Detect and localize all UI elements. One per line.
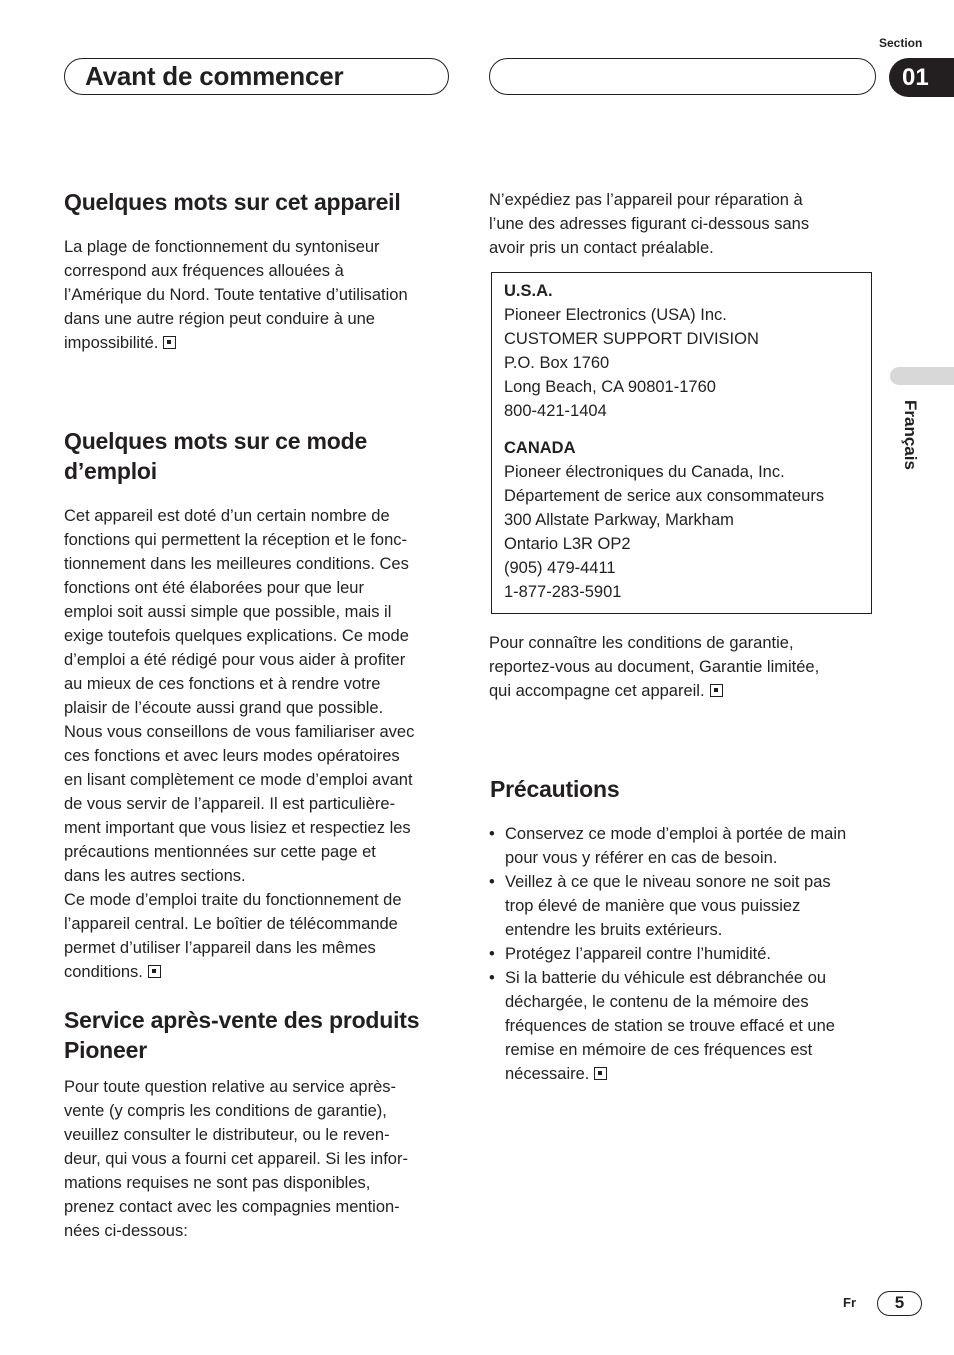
end-mark-icon	[710, 684, 723, 697]
address-line: P.O. Box 1760	[504, 354, 610, 372]
address-line: CUSTOMER SUPPORT DIVISION	[504, 330, 759, 348]
language-label: Français	[901, 400, 920, 470]
heading-about-unit: Quelques mots sur cet appareil	[64, 189, 401, 215]
address-box	[491, 272, 872, 614]
paragraph-warranty-text: Pour connaître les conditions de garantie, reportez-vous au document, Garantie limitée, qui accompagne cet appareil.	[489, 634, 820, 700]
paragraph-shipping-note: N’expédiez pas l’appareil pour réparation à l’une des adresses figurant ci-dessous sans avoir pris un contact préalable.	[489, 191, 810, 257]
end-mark-icon	[148, 965, 161, 978]
precautions-list	[489, 822, 889, 1086]
address-line: Département de serice aux consommateurs	[504, 487, 825, 505]
heading-about-manual: Quelques mots sur ce mode d’emploi	[64, 428, 368, 484]
section-label: Section	[879, 36, 923, 50]
address-line: Pioneer électroniques du Canada, Inc.	[504, 463, 785, 481]
end-mark-icon	[594, 1067, 607, 1080]
footer-language-code: Fr	[843, 1295, 856, 1310]
address-usa-heading: U.S.A.	[504, 282, 553, 300]
list-item	[489, 942, 889, 966]
paragraph-about-unit-text: La plage de fonctionnement du syntoniseur correspond aux fréquences allouées à l’Amérique du Nord. Toute tentative d’utilisation dans une autre région peut conduire à une impossibilité.	[64, 238, 408, 352]
heading-precautions: Précautions	[490, 776, 620, 802]
address-line: Ontario L3R OP2	[504, 535, 631, 553]
heading-after-sales: Service après-vente des produits Pioneer	[64, 1007, 420, 1063]
list-item-text: Si la batterie du véhicule est débranchée ou déchargée, le contenu de la mémoire des fréquences de station se trouve effacé et une remise en mémoire de ces fréquences est nécessaire.	[505, 969, 835, 1083]
address-canada	[504, 436, 824, 604]
address-line: Pioneer Electronics (USA) Inc.	[504, 306, 727, 324]
paragraph-about-manual	[64, 504, 464, 984]
address-phone: 1-877-283-5901	[504, 583, 622, 601]
address-phone: (905) 479-4411	[504, 559, 616, 577]
list-item-text: Protégez l’appareil contre l’humidité.	[505, 945, 771, 963]
address-usa	[504, 279, 759, 423]
language-tab	[890, 367, 954, 385]
section-number-tab: 01	[889, 58, 954, 97]
list-item-text: Veillez à ce que le niveau sonore ne soit pas trop élevé de manière que vous puissiez entendre les bruits extérieurs.	[505, 873, 831, 939]
paragraph-warranty	[489, 631, 889, 703]
address-line: 300 Allstate Parkway, Markham	[504, 511, 734, 529]
page-title: Avant de commencer	[85, 61, 344, 91]
blank-header-pill	[489, 58, 876, 95]
paragraph-about-manual-text: Cet appareil est doté d’un certain nombre de fonctions qui permettent la réception et le fonc- tionnement dans les meilleures conditions. Ces fonctions ont été élaborées pour que leur emploi soit aussi simple que possible, mais il exige toutefois quelques explications. Ce mode d’emploi a été rédigé pour vous aider à profiter au mieux de ces fonctions et à rendre votre plaisir de l’écoute aussi grand que possible. Nous vous conseillons de vous familiariser avec ces fonctions et avec leurs modes opératoires en lisant complètement ce mode d’emploi avant de vous servir de l’appareil. Il est particulière- ment important que vous lisiez et respectiez les précautions mentionnées sur cette page et dans les autres sections. Ce mode d’emploi traite du fonctionnement de l’appareil central. Le boîtier de télécommande permet d’utiliser l’appareil dans les mêmes conditions.	[64, 507, 415, 981]
paragraph-about-unit	[64, 235, 464, 355]
address-phone: 800-421-1404	[504, 402, 607, 420]
list-item	[489, 822, 889, 870]
address-canada-heading: CANADA	[504, 439, 576, 457]
address-line: Long Beach, CA 90801-1760	[504, 378, 716, 396]
list-item	[489, 966, 889, 1086]
title-pill	[64, 58, 449, 95]
paragraph-after-sales: Pour toute question relative au service après- vente (y compris les conditions de garantie), veuillez consulter le distributeur, ou le reven- deur, qui vous a fourni cet appareil. Si les infor- mations requises ne sont pas disponibles, prenez contact avec les compagnies mention- nées ci-dessous:	[64, 1078, 408, 1240]
page-number: 5	[877, 1291, 922, 1316]
list-item	[489, 870, 889, 942]
end-mark-icon	[163, 336, 176, 349]
list-item-text: Conservez ce mode d’emploi à portée de main pour vous y référer en cas de besoin.	[505, 825, 847, 867]
